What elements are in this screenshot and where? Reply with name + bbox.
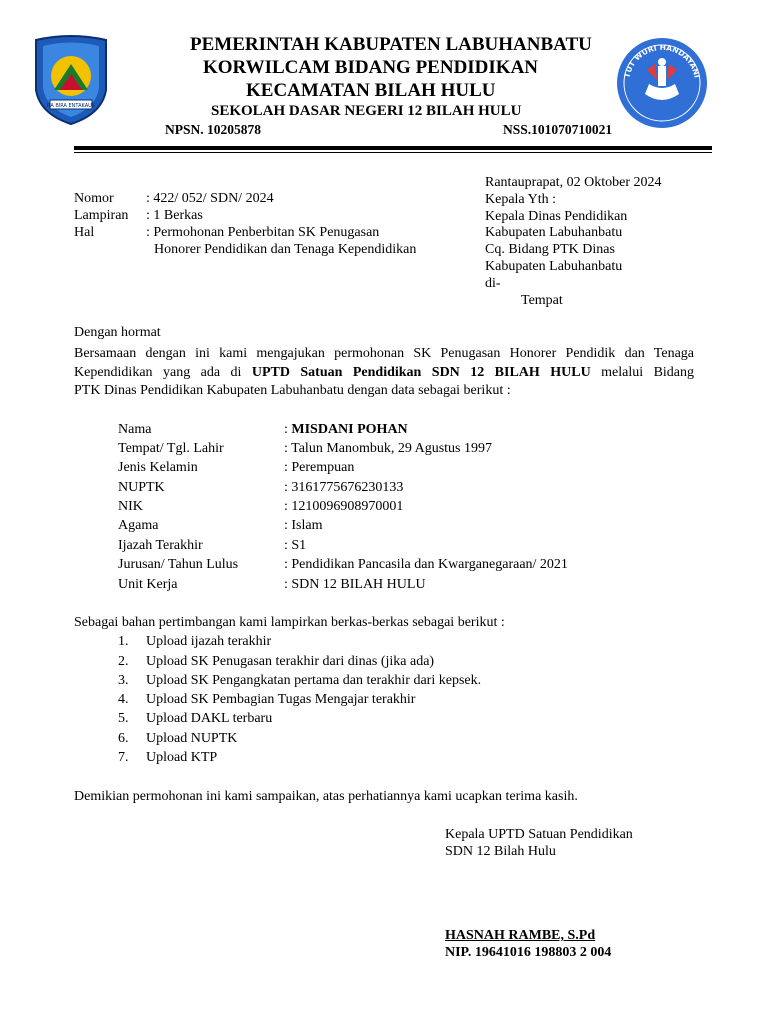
data-value: : MISDANI POHAN xyxy=(284,422,408,437)
signatory-nip: NIP. 19641016 198803 2 004 xyxy=(445,945,612,960)
data-label: Agama xyxy=(118,518,159,533)
list-text: Upload SK Pembagian Tugas Mengajar terakhir xyxy=(146,692,416,707)
list-text: Upload SK Pengangkatan pertama dan terakhir dari kepsek. xyxy=(146,673,482,688)
paragraph-line1: Bersamaan dengan ini kami mengajukan permohonan SK Penugasan Honorer Pendidik dan Tenaga xyxy=(74,346,694,361)
recipient-line6: Tempat xyxy=(521,293,563,308)
closing-sentence: Demikian permohonan ini kami sampaikan, atas perhatiannya kami ucapkan terima kasih. xyxy=(74,789,578,804)
list-item xyxy=(118,749,217,766)
data-label: Unit Kerja xyxy=(118,577,178,592)
list-number: 5. xyxy=(118,711,129,726)
hal-value-line1: : Permohonan Penberbitan SK Penugasan xyxy=(146,225,380,240)
paragraph-line2-pre: Kependidikan yang ada di xyxy=(74,365,242,380)
data-value: : Islam xyxy=(284,518,323,533)
data-label: Jenis Kelamin xyxy=(118,460,198,475)
regency-crest-logo xyxy=(30,34,112,126)
attachments-intro: Sebagai bahan pertimbangan kami lampirkan berkas-berkas sebagai berikut : xyxy=(74,615,505,630)
list-item xyxy=(118,633,271,650)
data-label: Nama xyxy=(118,422,152,437)
list-number: 3. xyxy=(118,673,129,688)
applicant-name: MISDANI POHAN xyxy=(291,422,408,437)
data-value: : Perempuan xyxy=(284,460,355,475)
list-number: 7. xyxy=(118,750,129,765)
recipient-line1: Kepala Dinas Pendidikan xyxy=(485,209,628,224)
paragraph-school-bold: UPTD Satuan Pendidikan SDN 12 BILAH HULU xyxy=(251,365,591,380)
header-npsn: NPSN. 10205878 xyxy=(165,122,262,137)
hal-label: Hal xyxy=(74,225,95,240)
list-item xyxy=(118,730,237,747)
list-item xyxy=(118,691,415,708)
data-value: : SDN 12 BILAH HULU xyxy=(284,577,426,592)
header-kecamatan-line: KECAMATAN BILAH HULU xyxy=(246,80,496,101)
data-label: NUPTK xyxy=(118,480,165,495)
header-nss: NSS.101070710021 xyxy=(503,122,613,137)
recipient-line3: Cq. Bidang PTK Dinas xyxy=(485,242,615,257)
signature-title1: Kepala UPTD Satuan Pendidikan xyxy=(445,827,633,842)
lampiran-label: Lampiran xyxy=(74,208,129,223)
recipient-line4: Kabupaten Labuhanbatu xyxy=(485,259,623,274)
list-number: 2. xyxy=(118,654,129,669)
header-school-name: SEKOLAH DASAR NEGERI 12 BILAH HULU xyxy=(211,103,522,119)
recipient-yth: Kepala Yth : xyxy=(485,192,557,207)
header-government-line: PEMERINTAH KABUPATEN LABUHANBATU xyxy=(190,34,592,55)
list-item xyxy=(118,672,481,689)
recipient-line5: di- xyxy=(485,276,501,291)
list-text: Upload NUPTK xyxy=(146,731,238,746)
list-number: 4. xyxy=(118,692,129,707)
list-number: 6. xyxy=(118,731,129,746)
list-item xyxy=(118,653,434,670)
nomor-label: Nomor xyxy=(74,191,114,206)
data-label: Ijazah Terakhir xyxy=(118,538,203,553)
signatory-name: HASNAH RAMBE, S.Pd xyxy=(445,928,596,943)
paragraph-line3: PTK Dinas Pendidikan Kabupaten Labuhanbatu dengan data sebagai berikut : xyxy=(74,383,511,398)
list-text: Upload KTP xyxy=(146,750,218,765)
hal-value-line2: Honorer Pendidikan dan Tenaga Kependidikan xyxy=(154,242,417,257)
data-value: : S1 xyxy=(284,538,307,553)
data-value: : Pendidikan Pancasila dan Kwarganegaraan/ 2021 xyxy=(284,557,568,572)
letterhead-rule-thick xyxy=(74,146,712,150)
list-text: Upload DAKL terbaru xyxy=(146,711,273,726)
paragraph-line2 xyxy=(74,364,694,381)
list-text: Upload ijazah terakhir xyxy=(146,634,272,649)
nomor-value: : 422/ 052/ SDN/ 2024 xyxy=(146,191,274,206)
logo-motto-text: TUT WURI HANDAYANI xyxy=(622,42,702,79)
data-label: NIK xyxy=(118,499,143,514)
letter-date: Rantauprapat, 02 Oktober 2024 xyxy=(485,175,662,190)
salutation: Dengan hormat xyxy=(74,325,161,340)
list-text: Upload SK Penugasan terakhir dari dinas (jika ada) xyxy=(146,654,435,669)
crest-motto-text: RA BIRA ENTAKAUS xyxy=(47,103,95,109)
data-value: : 3161775676230133 xyxy=(284,480,404,495)
header-korwilcam-line: KORWILCAM BIDANG PENDIDIKAN xyxy=(203,57,539,78)
list-item xyxy=(118,710,272,727)
letterhead-rule-thin xyxy=(74,152,712,153)
data-label: Tempat/ Tgl. Lahir xyxy=(118,441,224,456)
lampiran-value: : 1 Berkas xyxy=(146,208,203,223)
data-value: : Talun Manombuk, 29 Agustus 1997 xyxy=(284,441,492,456)
recipient-line2: Kabupaten Labuhanbatu xyxy=(485,225,623,240)
data-label: Jurusan/ Tahun Lulus xyxy=(118,557,239,572)
signature-title2: SDN 12 Bilah Hulu xyxy=(445,844,556,859)
data-value: : 1210096908970001 xyxy=(284,499,404,514)
tut-wuri-handayani-logo xyxy=(615,36,709,130)
paragraph-line2-post: melalui Bidang xyxy=(601,365,695,380)
list-number: 1. xyxy=(118,634,129,649)
